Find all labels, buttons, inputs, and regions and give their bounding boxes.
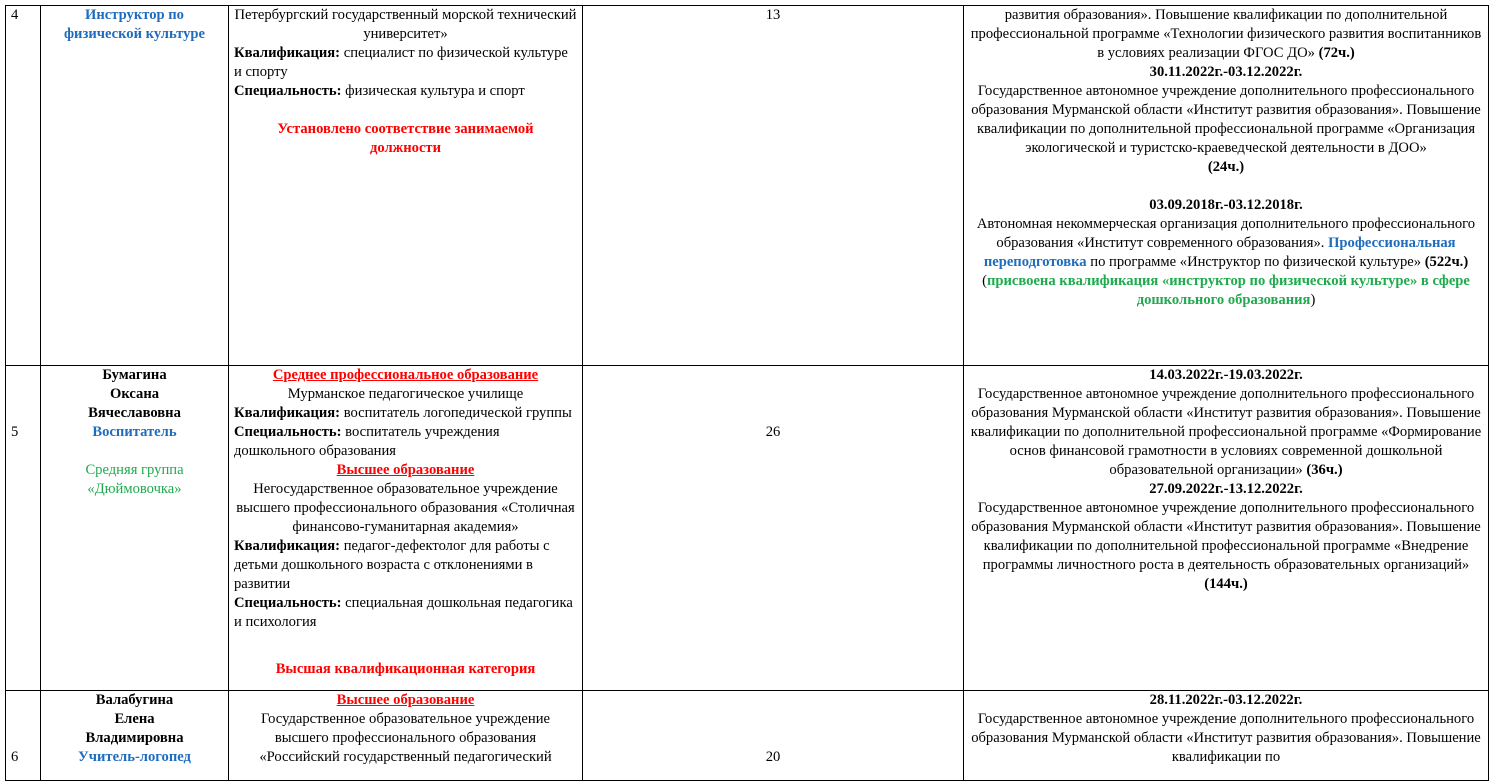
training-entry: Государственное автономное учреждение дополнительного профессионального образования Мурманской области «Институт развития образования». Повышение квалификации по: [971, 711, 1481, 765]
position-title: Воспитатель: [92, 424, 177, 440]
position-title: Инструктор по физической культуре: [63, 7, 206, 42]
person-surname: Бумагина: [102, 367, 167, 383]
category-note: Высшая квалификационная категория: [275, 661, 536, 677]
institution-text: Петербургский государственный морской технический университет»: [234, 7, 577, 42]
group-name: «Дюймовочка»: [87, 481, 182, 497]
row-number: 4: [6, 6, 41, 366]
education-cell: [229, 366, 583, 691]
person-patronymic: Вячеславовна: [88, 405, 181, 421]
position-title: Учитель-логопед: [78, 749, 191, 765]
experience-cell: 13: [583, 6, 964, 366]
table-row: [6, 6, 1489, 366]
experience-cell: 20: [583, 691, 964, 781]
table-row: [6, 366, 1489, 691]
attestation-note: Установлено соответствие занимаемой должности: [277, 121, 534, 156]
education-level: Высшее образование: [336, 462, 475, 478]
training-dates: 27.09.2022г.-13.12.2022г.: [1149, 481, 1303, 497]
table-row: [6, 691, 1489, 781]
row-number: 6: [6, 691, 41, 781]
education-cell: [229, 6, 583, 366]
training-dates: 03.09.2018г.-03.12.2018г.: [1149, 197, 1303, 213]
person-patronymic: Владимировна: [85, 730, 184, 746]
staff-table: [5, 5, 1489, 781]
person-first-name: Оксана: [109, 386, 160, 402]
training-entry: Государственное автономное учреждение дополнительного профессионального образования Мурманской области «Институт развития образования». Повышение квалификации по дополнительной профессиональной программе «Формирование основ финансовой грамотности в условиях современной дошкольной образовательной организации» (36ч.): [970, 386, 1482, 478]
education-level: Высшее образование: [336, 692, 475, 708]
training-entry: Государственное автономное учреждение дополнительного профессионального образования Мурманской области «Институт развития образования». Повышение квалификации по дополнительной профессиональной программе «Внедрение программы личностного роста в деятельность образовательных организаций» (144ч.): [971, 500, 1481, 592]
experience-cell: 26: [583, 366, 964, 691]
specialty-line: Специальность: специальная дошкольная педагогика и психология: [234, 595, 573, 630]
training-dates: 28.11.2022г.-03.12.2022г.: [1149, 692, 1303, 708]
specialty-line: Специальность: воспитатель учреждения дошкольного образования: [234, 424, 500, 459]
person-cell: [41, 6, 229, 366]
training-cell: [964, 691, 1489, 781]
assigned-qualification: (присвоена квалификация «инструктор по физической культуре» в сфере дошкольного образования): [982, 273, 1470, 308]
training-cell: [964, 366, 1489, 691]
training-entry: Автономная некоммерческая организация дополнительного профессионального образования «Институт современного образования». Профессиональная переподготовка по программе «Инструктор по физической культуре» (522ч.): [976, 216, 1476, 270]
education-cell: [229, 691, 583, 781]
institution-text: Государственное образовательное учреждение высшего профессионального образования «Российский государственный педагогический: [259, 711, 552, 765]
person-first-name: Елена: [114, 711, 155, 727]
training-dates: 30.11.2022г.-03.12.2022г.: [1149, 64, 1303, 80]
person-cell: [41, 366, 229, 691]
qualification-line: Квалификация: специалист по физической культуре и спорту: [234, 45, 568, 80]
person-surname: Валабугина: [95, 692, 174, 708]
institution-text: Мурманское педагогическое училище: [287, 386, 524, 402]
training-entry: Государственное автономное учреждение дополнительного профессионального образования Мурманской области «Институт развития образования». Повышение квалификации по дополнительной профессиональной программе «Организация экологической и туристско-краеведческой деятельности в ДОО» (24ч.): [971, 83, 1481, 175]
qualification-line: Квалификация: педагог-дефектолог для работы с детьми дошкольного возраста с отклонениями в развитии: [234, 538, 550, 592]
training-dates: 14.03.2022г.-19.03.2022г.: [1149, 367, 1303, 383]
training-entry: развития образования». Повышение квалификации по дополнительной профессиональной программе «Технологии физического развития воспитанников в условиях реализации ФГОС ДО» (72ч.): [970, 7, 1482, 61]
person-cell: [41, 691, 229, 781]
group-name: Средняя группа: [85, 462, 184, 478]
training-cell: [964, 6, 1489, 366]
row-number: 5: [6, 366, 41, 691]
education-level: Среднее профессиональное образование: [272, 367, 539, 383]
qualification-line: Квалификация: воспитатель логопедической группы: [234, 405, 572, 421]
institution-text: Негосударственное образовательное учреждение высшего профессионального образования «Столичная финансово-гуманитарная академия»: [236, 481, 575, 535]
specialty-line: Специальность: физическая культура и спорт: [234, 83, 525, 99]
